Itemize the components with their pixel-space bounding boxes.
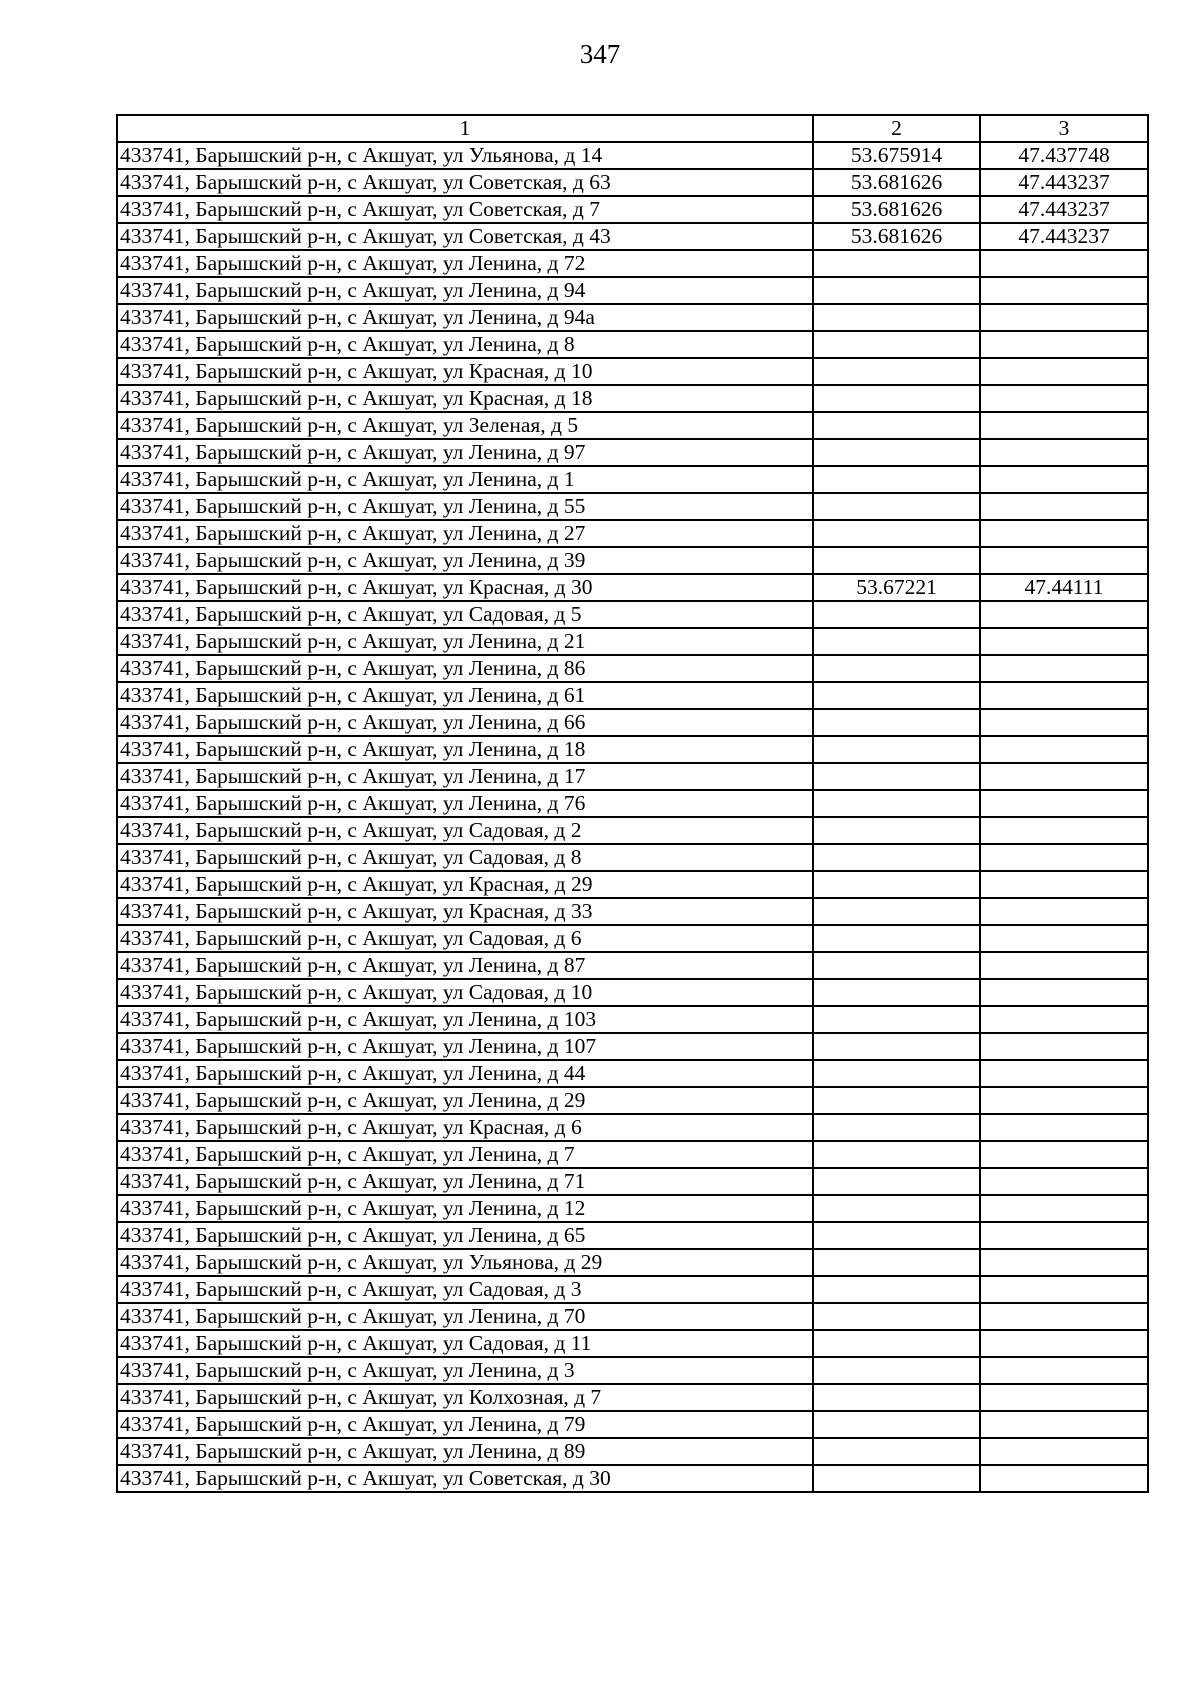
address-cell: 433741, Барышский р-н, с Акшуат, ул Ленина, д 44 — [117, 1060, 813, 1087]
table-row — [117, 952, 1148, 979]
latitude-cell: 53.681626 — [813, 223, 980, 250]
latitude-cell — [813, 979, 980, 1006]
address-cell: 433741, Барышский р-н, с Акшуат, ул Советская, д 30 — [117, 1465, 813, 1492]
table-row — [117, 304, 1148, 331]
latitude-cell — [813, 1330, 980, 1357]
column-header-2: 2 — [813, 115, 980, 142]
longitude-cell — [980, 1114, 1148, 1141]
latitude-cell — [813, 1357, 980, 1384]
address-cell: 433741, Барышский р-н, с Акшуат, ул Красная, д 30 — [117, 574, 813, 601]
table-row — [117, 898, 1148, 925]
longitude-cell — [980, 1465, 1148, 1492]
latitude-cell — [813, 601, 980, 628]
longitude-cell — [980, 952, 1148, 979]
latitude-cell — [813, 1276, 980, 1303]
longitude-cell — [980, 1141, 1148, 1168]
address-cell: 433741, Барышский р-н, с Акшуат, ул Ленина, д 86 — [117, 655, 813, 682]
latitude-cell — [813, 1249, 980, 1276]
table-row — [117, 1087, 1148, 1114]
latitude-cell — [813, 1033, 980, 1060]
table-body — [117, 142, 1148, 1492]
address-cell: 433741, Барышский р-н, с Акшуат, ул Ленина, д 21 — [117, 628, 813, 655]
longitude-cell — [980, 709, 1148, 736]
address-cell: 433741, Барышский р-н, с Акшуат, ул Ленина, д 89 — [117, 1438, 813, 1465]
page-number: 347 — [579, 39, 621, 69]
table-row — [117, 1411, 1148, 1438]
address-cell: 433741, Барышский р-н, с Акшуат, ул Зеленая, д 5 — [117, 412, 813, 439]
longitude-cell — [980, 1411, 1148, 1438]
address-cell: 433741, Барышский р-н, с Акшуат, ул Ленина, д 29 — [117, 1087, 813, 1114]
address-cell: 433741, Барышский р-н, с Акшуат, ул Ленина, д 87 — [117, 952, 813, 979]
table-row — [117, 1357, 1148, 1384]
table-row — [117, 574, 1148, 601]
longitude-cell — [980, 547, 1148, 574]
longitude-cell — [980, 817, 1148, 844]
address-cell: 433741, Барышский р-н, с Акшуат, ул Садовая, д 6 — [117, 925, 813, 952]
latitude-cell — [813, 628, 980, 655]
longitude-cell — [980, 1222, 1148, 1249]
table-row — [117, 466, 1148, 493]
longitude-cell — [980, 1357, 1148, 1384]
address-cell: 433741, Барышский р-н, с Акшуат, ул Садовая, д 5 — [117, 601, 813, 628]
latitude-cell — [813, 547, 980, 574]
latitude-cell: 53.675914 — [813, 142, 980, 169]
table-row — [117, 1222, 1148, 1249]
latitude-cell — [813, 1141, 980, 1168]
table-row — [117, 1006, 1148, 1033]
address-cell: 433741, Барышский р-н, с Акшуат, ул Ленина, д 7 — [117, 1141, 813, 1168]
table-row — [117, 1195, 1148, 1222]
table-row — [117, 844, 1148, 871]
latitude-cell — [813, 412, 980, 439]
table-row — [117, 871, 1148, 898]
longitude-cell — [980, 898, 1148, 925]
latitude-cell: 53.681626 — [813, 196, 980, 223]
latitude-cell — [813, 898, 980, 925]
latitude-cell — [813, 250, 980, 277]
address-cell: 433741, Барышский р-н, с Акшуат, ул Красная, д 29 — [117, 871, 813, 898]
latitude-cell — [813, 439, 980, 466]
longitude-cell — [980, 1303, 1148, 1330]
latitude-cell — [813, 1438, 980, 1465]
latitude-cell — [813, 277, 980, 304]
latitude-cell — [813, 844, 980, 871]
latitude-cell — [813, 736, 980, 763]
address-cell: 433741, Барышский р-н, с Акшуат, ул Садовая, д 3 — [117, 1276, 813, 1303]
address-cell: 433741, Барышский р-н, с Акшуат, ул Ленина, д 3 — [117, 1357, 813, 1384]
longitude-cell — [980, 466, 1148, 493]
address-cell: 433741, Барышский р-н, с Акшуат, ул Садовая, д 8 — [117, 844, 813, 871]
latitude-cell — [813, 1195, 980, 1222]
address-cell: 433741, Барышский р-н, с Акшуат, ул Ленина, д 27 — [117, 520, 813, 547]
address-cell: 433741, Барышский р-н, с Акшуат, ул Ленина, д 79 — [117, 1411, 813, 1438]
address-cell: 433741, Барышский р-н, с Акшуат, ул Садовая, д 10 — [117, 979, 813, 1006]
table-row — [117, 439, 1148, 466]
latitude-cell — [813, 871, 980, 898]
longitude-cell — [980, 1195, 1148, 1222]
latitude-cell — [813, 1465, 980, 1492]
address-coordinates-table — [116, 114, 1149, 1493]
table-row — [117, 1114, 1148, 1141]
longitude-cell — [980, 358, 1148, 385]
table-row — [117, 1141, 1148, 1168]
address-cell: 433741, Барышский р-н, с Акшуат, ул Ленина, д 61 — [117, 682, 813, 709]
longitude-cell — [980, 520, 1148, 547]
table-row — [117, 979, 1148, 1006]
longitude-cell — [980, 250, 1148, 277]
table-row — [117, 223, 1148, 250]
latitude-cell — [813, 331, 980, 358]
table-row — [117, 925, 1148, 952]
table-row — [117, 1465, 1148, 1492]
table-row — [117, 250, 1148, 277]
table-row — [117, 196, 1148, 223]
longitude-cell — [980, 331, 1148, 358]
address-cell: 433741, Барышский р-н, с Акшуат, ул Колхозная, д 7 — [117, 1384, 813, 1411]
address-cell: 433741, Барышский р-н, с Акшуат, ул Ульянова, д 14 — [117, 142, 813, 169]
longitude-cell: 47.443237 — [980, 196, 1148, 223]
table-row — [117, 682, 1148, 709]
table-row — [117, 736, 1148, 763]
column-header-3: 3 — [980, 115, 1148, 142]
address-cell: 433741, Барышский р-н, с Акшуат, ул Советская, д 7 — [117, 196, 813, 223]
table-row — [117, 277, 1148, 304]
address-cell: 433741, Барышский р-н, с Акшуат, ул Ленина, д 71 — [117, 1168, 813, 1195]
address-cell: 433741, Барышский р-н, с Акшуат, ул Ленина, д 103 — [117, 1006, 813, 1033]
latitude-cell — [813, 1168, 980, 1195]
table-row — [117, 331, 1148, 358]
longitude-cell — [980, 1060, 1148, 1087]
table-row — [117, 628, 1148, 655]
address-cell: 433741, Барышский р-н, с Акшуат, ул Ленина, д 8 — [117, 331, 813, 358]
latitude-cell — [813, 1087, 980, 1114]
table-row — [117, 601, 1148, 628]
address-cell: 433741, Барышский р-н, с Акшуат, ул Красная, д 10 — [117, 358, 813, 385]
column-header-1: 1 — [117, 115, 813, 142]
longitude-cell — [980, 1438, 1148, 1465]
longitude-cell — [980, 844, 1148, 871]
latitude-cell — [813, 1303, 980, 1330]
table-row — [117, 1060, 1148, 1087]
table-row — [117, 493, 1148, 520]
address-cell: 433741, Барышский р-н, с Акшуат, ул Советская, д 63 — [117, 169, 813, 196]
latitude-cell: 53.681626 — [813, 169, 980, 196]
address-cell: 433741, Барышский р-н, с Акшуат, ул Ленина, д 94 — [117, 277, 813, 304]
latitude-cell — [813, 1411, 980, 1438]
longitude-cell — [980, 385, 1148, 412]
address-cell: 433741, Барышский р-н, с Акшуат, ул Красная, д 18 — [117, 385, 813, 412]
table-row — [117, 817, 1148, 844]
latitude-cell — [813, 304, 980, 331]
longitude-cell — [980, 1168, 1148, 1195]
longitude-cell — [980, 979, 1148, 1006]
latitude-cell — [813, 1006, 980, 1033]
address-cell: 433741, Барышский р-н, с Акшуат, ул Ленина, д 107 — [117, 1033, 813, 1060]
longitude-cell — [980, 871, 1148, 898]
longitude-cell — [980, 1033, 1148, 1060]
latitude-cell — [813, 520, 980, 547]
table-row — [117, 763, 1148, 790]
longitude-cell — [980, 1384, 1148, 1411]
address-cell: 433741, Барышский р-н, с Акшуат, ул Садовая, д 11 — [117, 1330, 813, 1357]
address-cell: 433741, Барышский р-н, с Акшуат, ул Советская, д 43 — [117, 223, 813, 250]
longitude-cell: 47.443237 — [980, 169, 1148, 196]
address-cell: 433741, Барышский р-н, с Акшуат, ул Ленина, д 94а — [117, 304, 813, 331]
latitude-cell — [813, 1384, 980, 1411]
table-row — [117, 358, 1148, 385]
longitude-cell — [980, 1276, 1148, 1303]
table-row — [117, 142, 1148, 169]
longitude-cell — [980, 601, 1148, 628]
longitude-cell — [980, 493, 1148, 520]
longitude-cell — [980, 925, 1148, 952]
address-cell: 433741, Барышский р-н, с Акшуат, ул Ленина, д 76 — [117, 790, 813, 817]
latitude-cell: 53.67221 — [813, 574, 980, 601]
longitude-cell — [980, 304, 1148, 331]
address-cell: 433741, Барышский р-н, с Акшуат, ул Ленина, д 18 — [117, 736, 813, 763]
address-cell: 433741, Барышский р-н, с Акшуат, ул Ленина, д 39 — [117, 547, 813, 574]
latitude-cell — [813, 385, 980, 412]
table-row — [117, 1276, 1148, 1303]
address-cell: 433741, Барышский р-н, с Акшуат, ул Садовая, д 2 — [117, 817, 813, 844]
latitude-cell — [813, 1222, 980, 1249]
table-header-row — [117, 115, 1148, 142]
longitude-cell — [980, 790, 1148, 817]
latitude-cell — [813, 655, 980, 682]
longitude-cell — [980, 412, 1148, 439]
latitude-cell — [813, 952, 980, 979]
table-row — [117, 1033, 1148, 1060]
longitude-cell — [980, 1330, 1148, 1357]
address-cell: 433741, Барышский р-н, с Акшуат, ул Красная, д 33 — [117, 898, 813, 925]
longitude-cell — [980, 682, 1148, 709]
latitude-cell — [813, 709, 980, 736]
table-row — [117, 412, 1148, 439]
address-cell: 433741, Барышский р-н, с Акшуат, ул Ленина, д 17 — [117, 763, 813, 790]
longitude-cell — [980, 1006, 1148, 1033]
address-cell: 433741, Барышский р-н, с Акшуат, ул Красная, д 6 — [117, 1114, 813, 1141]
address-cell: 433741, Барышский р-н, с Акшуат, ул Ленина, д 72 — [117, 250, 813, 277]
longitude-cell: 47.44111 — [980, 574, 1148, 601]
latitude-cell — [813, 817, 980, 844]
longitude-cell — [980, 736, 1148, 763]
table-row — [117, 1303, 1148, 1330]
table-row — [117, 1249, 1148, 1276]
longitude-cell — [980, 763, 1148, 790]
address-cell: 433741, Барышский р-н, с Акшуат, ул Ленина, д 70 — [117, 1303, 813, 1330]
latitude-cell — [813, 493, 980, 520]
address-cell: 433741, Барышский р-н, с Акшуат, ул Ленина, д 12 — [117, 1195, 813, 1222]
latitude-cell — [813, 790, 980, 817]
address-cell: 433741, Барышский р-н, с Акшуат, ул Ленина, д 97 — [117, 439, 813, 466]
table-row — [117, 709, 1148, 736]
latitude-cell — [813, 466, 980, 493]
address-cell: 433741, Барышский р-н, с Акшуат, ул Ленина, д 65 — [117, 1222, 813, 1249]
table-row — [117, 547, 1148, 574]
longitude-cell — [980, 1249, 1148, 1276]
table-row — [117, 790, 1148, 817]
table-row — [117, 1438, 1148, 1465]
table-row — [117, 1330, 1148, 1357]
address-cell: 433741, Барышский р-н, с Акшуат, ул Ленина, д 1 — [117, 466, 813, 493]
latitude-cell — [813, 1114, 980, 1141]
table-row — [117, 385, 1148, 412]
longitude-cell: 47.443237 — [980, 223, 1148, 250]
address-cell: 433741, Барышский р-н, с Акшуат, ул Ленина, д 66 — [117, 709, 813, 736]
table-row — [117, 520, 1148, 547]
latitude-cell — [813, 358, 980, 385]
longitude-cell — [980, 439, 1148, 466]
latitude-cell — [813, 763, 980, 790]
longitude-cell: 47.437748 — [980, 142, 1148, 169]
longitude-cell — [980, 628, 1148, 655]
latitude-cell — [813, 1060, 980, 1087]
table-row — [117, 655, 1148, 682]
table-row — [117, 1168, 1148, 1195]
table-row — [117, 1384, 1148, 1411]
latitude-cell — [813, 925, 980, 952]
longitude-cell — [980, 277, 1148, 304]
latitude-cell — [813, 682, 980, 709]
longitude-cell — [980, 655, 1148, 682]
table-row — [117, 169, 1148, 196]
address-cell: 433741, Барышский р-н, с Акшуат, ул Ленина, д 55 — [117, 493, 813, 520]
address-cell: 433741, Барышский р-н, с Акшуат, ул Ульянова, д 29 — [117, 1249, 813, 1276]
longitude-cell — [980, 1087, 1148, 1114]
